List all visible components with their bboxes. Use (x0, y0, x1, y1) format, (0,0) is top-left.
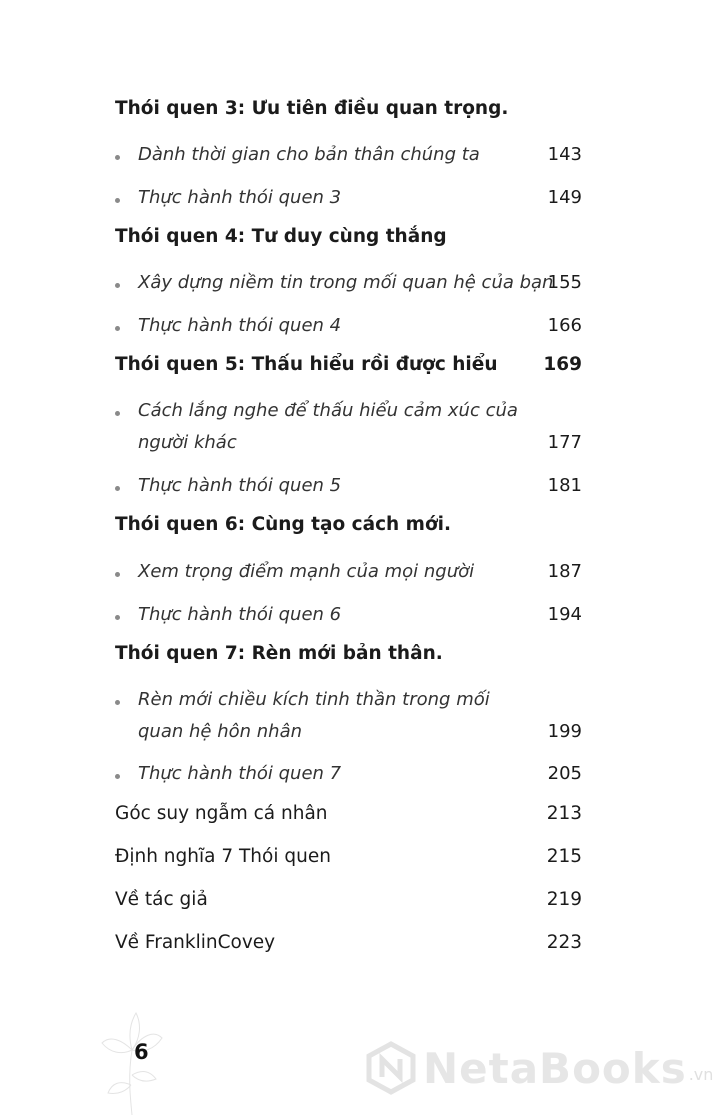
toc-heading (115, 98, 582, 119)
watermark-suffix: .vn (688, 1065, 713, 1084)
toc-item-title: Thực hành thói quen 7 (138, 763, 342, 784)
toc-page-number: 199 (547, 721, 582, 742)
toc-item-title-line2: người khác (138, 432, 237, 453)
toc-page-number: 169 (543, 354, 582, 375)
toc-page-number: 223 (546, 932, 582, 953)
toc-bullet-item (115, 398, 582, 462)
toc-page-number: 194 (547, 604, 582, 625)
toc-entry-title: Về tác giả (115, 889, 208, 910)
toc-entry-title: Định nghĩa 7 Thói quen (115, 846, 331, 867)
toc-page-number: 215 (546, 846, 582, 867)
bullet-dot (115, 155, 120, 160)
flower-decoration-icon (92, 1005, 172, 1120)
bullet-dot (115, 774, 120, 779)
bullet-dot (115, 700, 120, 705)
toc-entry (115, 803, 582, 824)
toc-bullet-item (115, 473, 582, 505)
page-number: 6 (134, 1040, 149, 1064)
toc-heading-title: Thói quen 3: Ưu tiên điều quan trọng. (115, 98, 509, 119)
toc-entry (115, 889, 582, 910)
toc-page-number: 149 (547, 187, 582, 208)
toc-page-number: 166 (547, 315, 582, 336)
toc-heading (115, 643, 582, 664)
toc-item-title: Thực hành thói quen 3 (138, 187, 342, 208)
toc-page-number: 155 (547, 272, 582, 293)
toc-page-number: 219 (546, 889, 582, 910)
toc-heading (115, 354, 582, 375)
toc-heading-title: Thói quen 6: Cùng tạo cách mới. (115, 514, 452, 535)
toc-entry (115, 932, 582, 953)
watermark-text: NetaBooks (423, 1043, 687, 1093)
toc-entry (115, 846, 582, 867)
bullet-dot (115, 283, 120, 288)
toc-item-title: Thực hành thói quen 6 (138, 604, 342, 625)
toc-page-number: 143 (547, 144, 582, 165)
toc-bullet-item (115, 761, 582, 793)
toc-entry-title: Góc suy ngẫm cá nhân (115, 803, 328, 824)
toc-bullet-item (115, 142, 582, 174)
toc-heading (115, 226, 582, 247)
toc-bullet-item (115, 687, 582, 751)
bullet-dot (115, 198, 120, 203)
toc-item-title-line1: Rèn mới chiều kích tinh thần trong mối (138, 689, 490, 710)
toc-heading-title: Thói quen 7: Rèn mới bản thân. (115, 643, 443, 664)
bullet-dot (115, 411, 120, 416)
toc-page-number: 177 (547, 432, 582, 453)
toc-page-number: 213 (546, 803, 582, 824)
toc-bullet-item (115, 270, 582, 302)
toc-bullet-item (115, 313, 582, 345)
toc-item-title: Thực hành thói quen 4 (138, 315, 342, 336)
toc-heading (115, 514, 582, 535)
bullet-dot (115, 572, 120, 577)
toc-item-title: Dành thời gian cho bản thân chúng ta (138, 144, 480, 165)
toc-item-title-line1: Cách lắng nghe để thấu hiểu cảm xúc của (138, 400, 518, 421)
watermark (365, 1042, 713, 1094)
toc-page-number: 181 (547, 475, 582, 496)
netabooks-logo-icon (365, 1042, 417, 1094)
toc-page-number: 205 (547, 763, 582, 784)
toc-item-title: Xây dựng niềm tin trong mối quan hệ của bạn (138, 272, 554, 293)
toc-entry-title: Về FranklinCovey (115, 932, 276, 953)
bullet-dot (115, 326, 120, 331)
toc-item-title: Xem trọng điểm mạnh của mọi người (138, 561, 475, 582)
toc-heading-title: Thói quen 5: Thấu hiểu rồi được hiểu (115, 354, 498, 375)
toc-heading-title: Thói quen 4: Tư duy cùng thắng (115, 226, 447, 247)
toc-bullet-item (115, 559, 582, 591)
bullet-dot (115, 615, 120, 620)
toc-bullet-item (115, 602, 582, 634)
toc-item-title-line2: quan hệ hôn nhân (138, 721, 303, 742)
toc-bullet-item (115, 185, 582, 217)
toc-item-title: Thực hành thói quen 5 (138, 475, 342, 496)
bullet-dot (115, 486, 120, 491)
toc-page-number: 187 (547, 561, 582, 582)
